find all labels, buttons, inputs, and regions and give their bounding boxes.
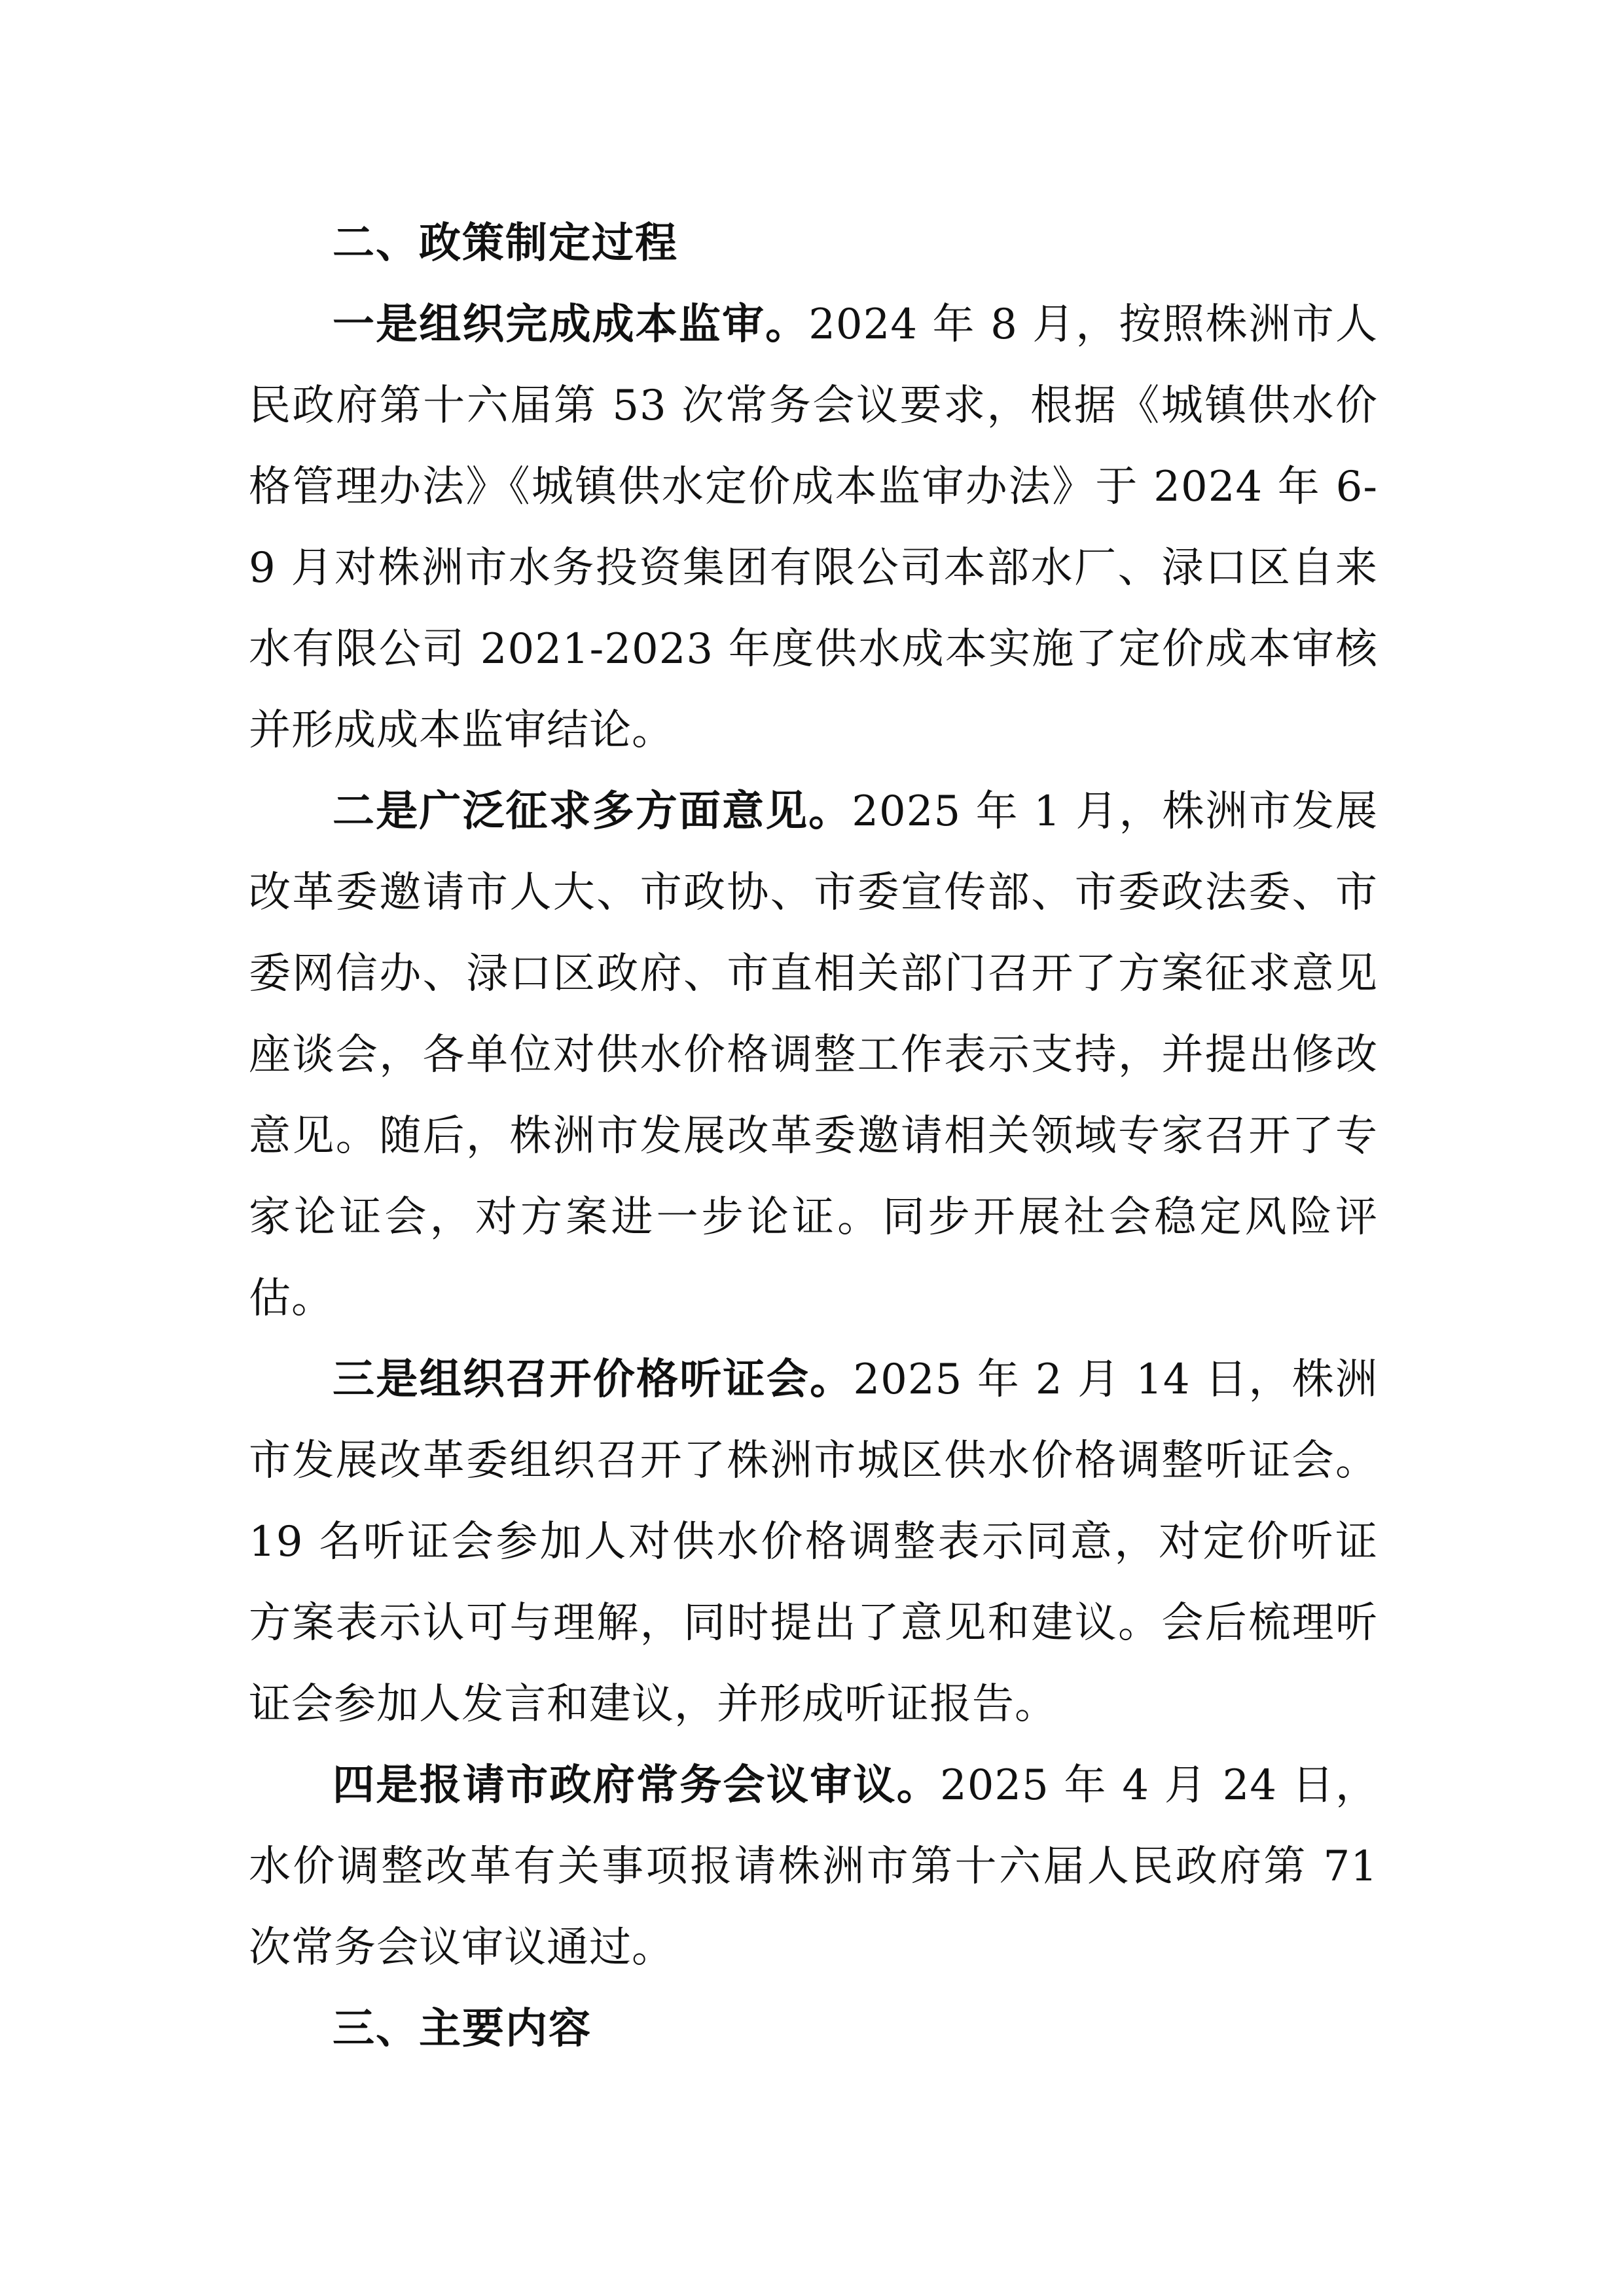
paragraph-solicit-opinions xyxy=(249,771,1378,1339)
paragraph-lead: 四是报请市政府常务会议审议。 xyxy=(333,1761,940,1810)
paragraph-lead: 二是广泛征求多方面意见。 xyxy=(333,787,852,836)
paragraph-body: 2025 年 1 月，株洲市发展改革委邀请市人大、市政协、市委宣传部、市委政法委、市委网信办、渌口区政府、市直相关部门召开了方案征求意见座谈会，各单位对供水价格调整工作表示支持，并提出修改意见。随后，株洲市发展改革委邀请相关领域专家召开了专家论证会，对方案进一步论证。同步开展社会稳定风险评估。 xyxy=(249,787,1379,1323)
paragraph-cost-audit xyxy=(249,284,1378,771)
paragraph-price-hearing xyxy=(249,1339,1378,1745)
paragraph-lead: 一是组织完成成本监审。 xyxy=(333,300,809,349)
document-page xyxy=(249,203,1378,2070)
paragraph-government-review xyxy=(249,1745,1378,1988)
section-heading-policy-process: 二、政策制定过程 xyxy=(333,219,678,268)
paragraph-body: 2025 年 4 月 24 日，水价调整改革有关事项报请株洲市第十六届人民政府第 71 次常务会议审议通过。 xyxy=(249,1761,1379,1972)
paragraph-body: 2024 年 8 月，按照株洲市人民政府第十六届第 53 次常务会议要求，根据《城镇供水价格管理办法》《城镇供水定价成本监审办法》于 2024 年 6-9 月对株洲市水务投资集团有限公司本部水厂、渌口区自来水有限公司 2021-2023 年度供水成本实施了定价成本审核并形成成本监审结论。 xyxy=(249,300,1378,755)
section-heading-main-content: 三、主要内容 xyxy=(333,2005,592,2053)
paragraph-lead: 三是组织召开价格听证会。 xyxy=(333,1355,854,1404)
paragraph-body: 2025 年 2 月 14 日，株洲市发展改革委组织召开了株洲市城区供水价格调整听证会。19 名听证会参加人对供水价格调整表示同意，对定价听证方案表示认可与理解，同时提出了意见和建议。会后梳理听证会参加人发言和建议，并形成听证报告。 xyxy=(249,1355,1379,1729)
